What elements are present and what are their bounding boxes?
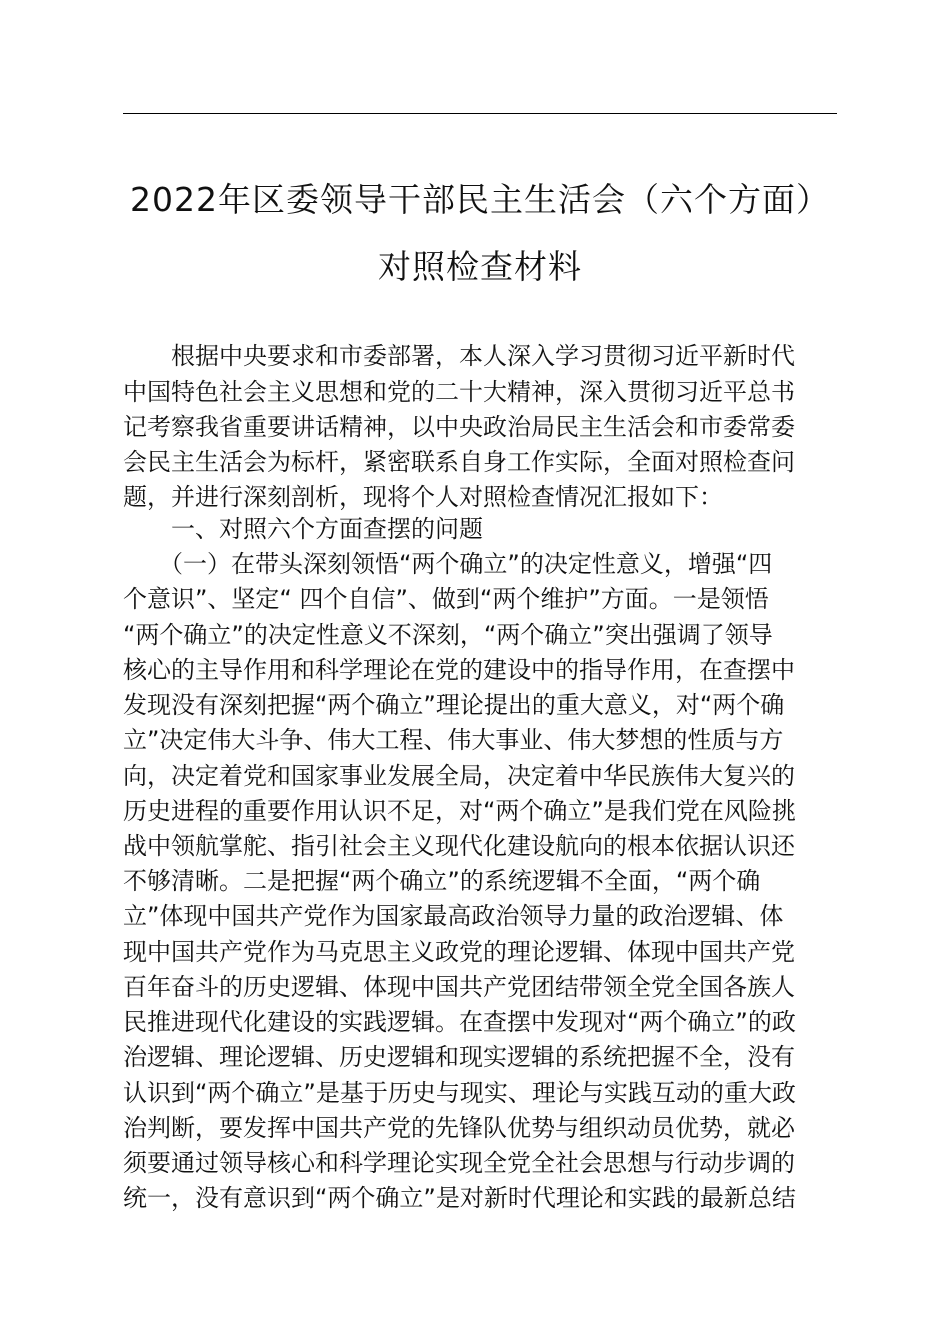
- body-text-line: 认识到“两个确立”是基于历史与现实、理论与实践互动的重大政: [123, 1079, 796, 1107]
- body-text-line: 治逻辑、理论逻辑、历史逻辑和现实逻辑的系统把握不全，没有: [123, 1043, 795, 1071]
- body-text-line: 会民主生活会为标杆，紧密联系自身工作实际，全面对照检查问: [123, 448, 795, 476]
- body-text-line: 须要通过领导核心和科学理论实现全党全社会思想与行动步调的: [123, 1149, 795, 1177]
- body-text-line: 治判断，要发挥中国共产党的先锋队优势与组织动员优势，就必: [123, 1114, 795, 1142]
- body-text-line: 题，并进行深刻剖析，现将个人对照检查情况汇报如下：: [123, 483, 723, 511]
- body-text-line: 历史进程的重要作用认识不足，对“两个确立”是我们党在风险挑: [123, 797, 796, 825]
- body-text-line: “两个确立”的决定性意义不深刻，“两个确立”突出强调了领导: [123, 621, 773, 649]
- document-title-line-2: 对照检查材料: [378, 247, 582, 286]
- body-text-line: 个意识”、坚定“ 四个自信”、做到“两个维护”方面。一是领悟: [123, 585, 769, 613]
- body-text-line: 现中国共产党作为马克思主义政党的理论逻辑、体现中国共产党: [123, 938, 795, 966]
- body-text-line: 战中领航掌舵、指引社会主义现代化建设航向的根本依据认识还: [123, 832, 795, 860]
- body-text-line: 发现没有深刻把握“两个确立”理论提出的重大意义，对“两个确: [123, 691, 785, 719]
- section-heading: 一、对照六个方面查摆的问题: [123, 515, 483, 543]
- body-text-line: 统一，没有意识到“两个确立”是对新时代理论和实践的最新总结: [123, 1184, 796, 1212]
- document-title-line-1: 2022年区委领导干部民主生活会（六个方面）: [130, 180, 830, 219]
- body-text-line: 中国特色社会主义思想和党的二十大精神，深入贯彻习近平总书: [123, 378, 795, 406]
- body-text-line: 核心的主导作用和科学理论在党的建设中的指导作用，在查摆中: [123, 656, 795, 684]
- body-text-line: 不够清晰。二是把握“两个确立”的系统逻辑不全面，“两个确: [123, 867, 761, 895]
- body-text-line: 民推进现代化建设的实践逻辑。在查摆中发现对“两个确立”的政: [123, 1008, 796, 1036]
- body-text-line: 立”决定伟大斗争、伟大工程、伟大事业、伟大梦想的性质与方: [123, 726, 784, 754]
- body-text-line: 百年奋斗的历史逻辑、体现中国共产党团结带领全党全国各族人: [123, 973, 795, 1001]
- body-text-line: 向，决定着党和国家事业发展全局，决定着中华民族伟大复兴的: [123, 762, 795, 790]
- body-text-line: 立”体现中国共产党作为国家最高政治领导力量的政治逻辑、体: [123, 902, 784, 930]
- body-text-line: （一）在带头深刻领悟“两个确立”的决定性意义，增强“四: [123, 550, 773, 578]
- body-text-line: 根据中央要求和市委部署，本人深入学习贯彻习近平新时代: [123, 342, 795, 370]
- header-rule: [123, 113, 837, 114]
- body-text-line: 记考察我省重要讲话精神，以中央政治局民主生活会和市委常委: [123, 413, 795, 441]
